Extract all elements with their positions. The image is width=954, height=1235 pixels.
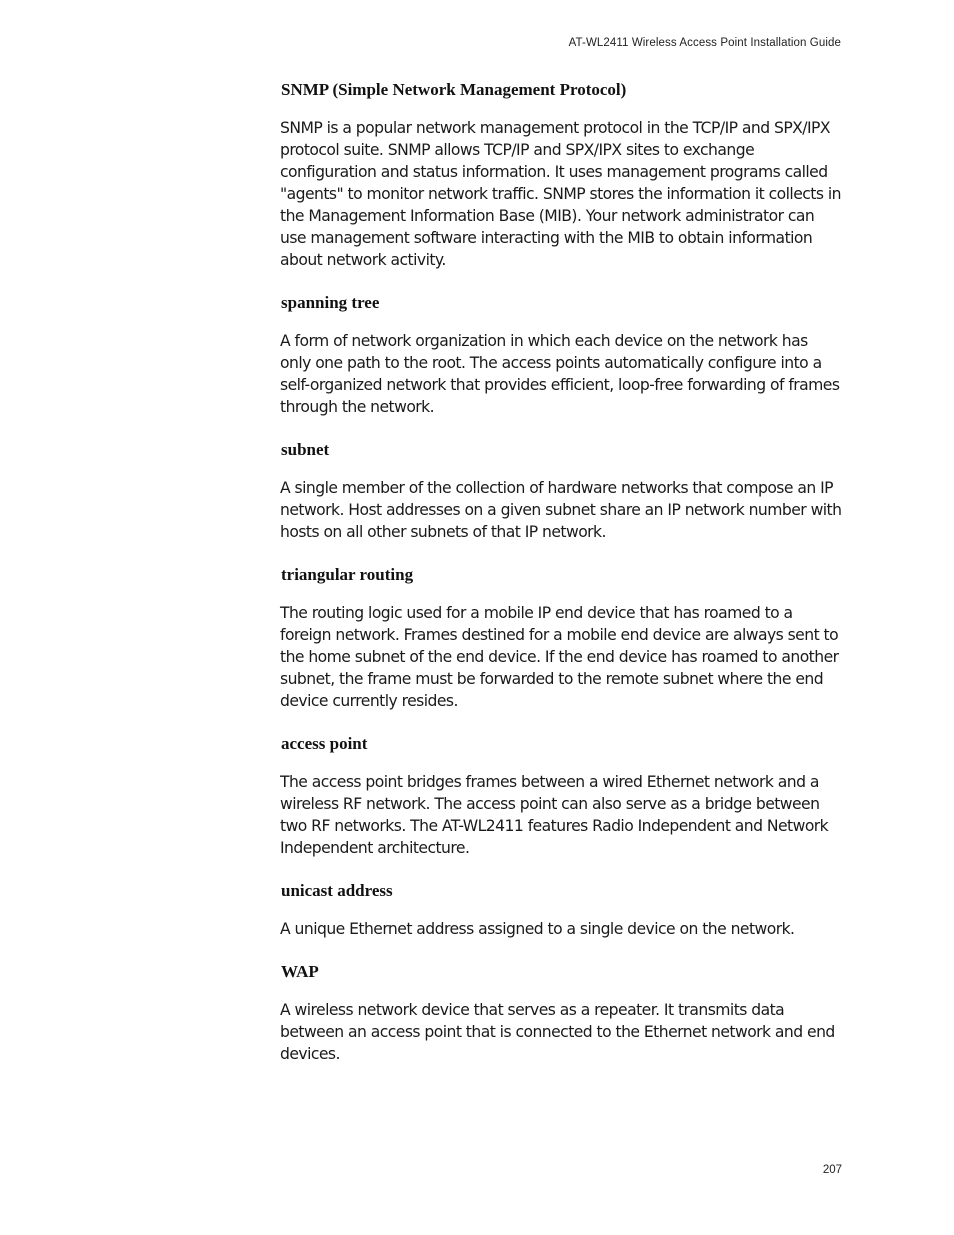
glossary-definition: A single member of the collection of hardware networks that compose an IP network. Host addresses on a given subnet share an IP network number with hosts on all other subnets of that IP network. — [280, 479, 842, 541]
glossary-definition: The access point bridges frames between a wired Ethernet network and a wireless RF network. The access point can also serve as a bridge between two RF networks. The AT-WL2411 features Radio Independent and Network Independent architecture. — [280, 773, 829, 857]
glossary-term: access point — [281, 734, 368, 753]
glossary-entry-triangular-routing — [280, 563, 842, 712]
glossary-definition: A wireless network device that serves as a repeater. It transmits data between an access point that is connected to the Ethernet network and end devices. — [280, 1001, 835, 1063]
glossary-term: spanning tree — [281, 293, 380, 312]
glossary-definition: A form of network organization in which each device on the network has only one path to the root. The access points automatically configure into a self-organized network that provides efficient, loop-free forwarding of frames through the network. — [280, 332, 840, 416]
glossary-term: triangular routing — [281, 565, 414, 584]
glossary-term: WAP — [281, 962, 319, 981]
glossary-term: unicast address — [281, 881, 393, 900]
glossary-definition: A unique Ethernet address assigned to a single device on the network. — [280, 920, 795, 938]
glossary-entry-subnet — [280, 438, 842, 543]
glossary-entry-unicast-address — [280, 879, 842, 940]
glossary-entry-spanning-tree — [280, 291, 842, 418]
glossary-definition: The routing logic used for a mobile IP end device that has roamed to a foreign network. Frames destined for a mobile end device are always sent to the home subnet of the end device. If the end device has roamed to another subnet, the frame must be forwarded to the remote subnet where the end device currently resides. — [280, 604, 839, 710]
glossary-entry-access-point — [280, 732, 842, 859]
glossary-entry-snmp — [280, 78, 842, 271]
glossary-content — [280, 78, 842, 1085]
page-number: 207 — [822, 1164, 842, 1176]
glossary-term: subnet — [281, 440, 330, 459]
glossary-definition: SNMP is a popular network management protocol in the TCP/IP and SPX/IPX protocol suite. SNMP allows TCP/IP and SPX/IPX sites to exchange configuration and status information. It uses management programs called "agents" to monitor network traffic. SNMP stores the information it collects in the Management Information Base (MIB). Your network administrator can use management software interacting with the MIB to obtain information about network activity. — [280, 119, 841, 269]
running-header: AT-WL2411 Wireless Access Point Installation Guide — [568, 37, 841, 49]
glossary-entry-wap — [280, 960, 842, 1065]
glossary-term: SNMP (Simple Network Management Protocol) — [281, 80, 627, 99]
